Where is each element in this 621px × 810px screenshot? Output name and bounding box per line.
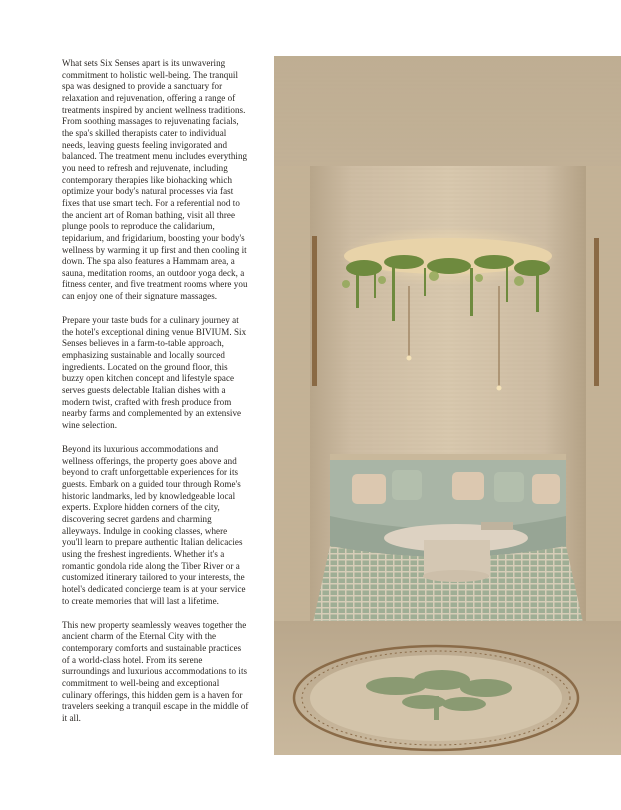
right-sconce	[594, 238, 599, 386]
paragraph-conclusion: This new property seamlessly weaves together the ancient charm of the Eternal City with the contemporary comforts and sustainable practices of a world-class hotel. From its serene surroundings and luxurious accommodations to its commitment to well-being and exceptional culinary offerings, this hidden gem is a haven for travelers seeking a tranquil escape in the middle of it all.	[62, 619, 249, 723]
paragraph-spa: What sets Six Senses apart is its unwavering commitment to holistic well-being. The tranquil spa was designed to provide a sanctuary for relaxation and rejuvenation, offering a range of treatments inspired by ancient wellness traditions. From soothing massages to rejuvenating facials, the spa's skilled therapists cater to individual needs, leaving guests feeling invigorated and balanced. The treatment menu includes everything you need to refresh and rejuvenate, including contemporary therapies like biohacking which optimize your body's natural processes via fast fixes that use smart tech. For a referential nod to the ancient art of Roman bathing, visit all three plunge pools to reproduce the calidarium, tepidarium, and frigidarium, boosting your body's wellness by warming it up first and then cooling it down. The spa also features a Hammam area, a sauna, meditation rooms, an outdoor yoga deck, a fitness center, and five treatment rooms where you can enjoy one of their signature massages.	[62, 58, 248, 302]
paragraph-dining: Prepare your taste buds for a culinary journey at the hotel's exceptional dining venue BIVIUM. Six Senses believes in a farm-to-table approach, emphasizing sustainable and locally sourced ingredients. Located on the ground floor, this buzzy open kitchen concept and lifestyle space serves guests delectable Italian dishes with a modern twist, crafted with fresh produce from nearby farms and complemented by an extensive wine selection.	[62, 315, 247, 431]
paragraph-experiences: Beyond its luxurious accommodations and wellness offerings, the property goes above and beyond to craft unforgettable experiences for its guests. Embark on a guided tour through Rome's historic landmarks, led by knowledgeable local experts. Explore hidden corners of the city, discovering secret gardens and charming alleyways. Indulge in cooking classes, where you'll learn to prepare authentic Italian delicacies using the freshest ingredients. Whether it's a romantic gondola ride along the Tiber River or a customized itinerary tailored to your interests, the hotel's dedicated concierge team is at your service to create memories that will last a lifetime.	[62, 444, 246, 606]
books-on-table	[481, 522, 513, 530]
left-sconce	[312, 236, 317, 386]
article-body	[62, 58, 250, 737]
spa-lounge-photo	[274, 56, 621, 755]
